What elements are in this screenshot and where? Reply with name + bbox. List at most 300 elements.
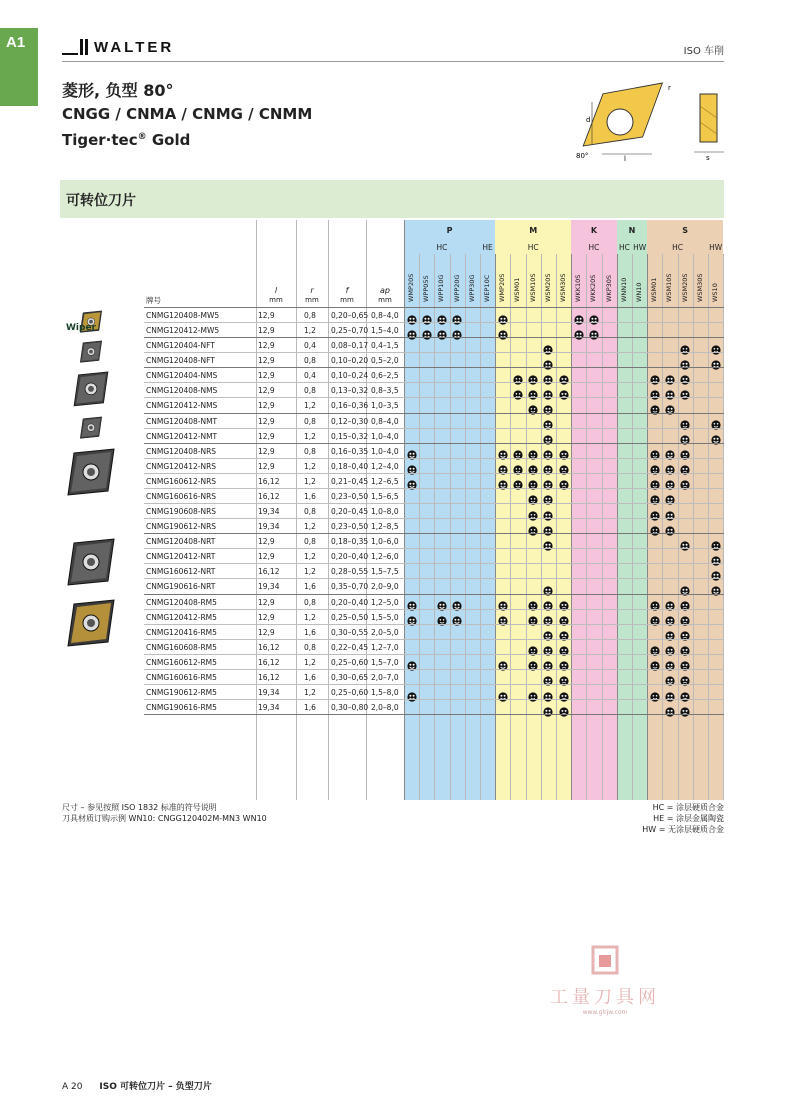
cell-l: 12,9 [258, 416, 275, 426]
cell-name: CNMG120412-RM5 [146, 612, 217, 622]
suitability-icon [543, 671, 553, 681]
suitability-icon [559, 475, 569, 485]
cell-l: 16,12 [258, 491, 280, 501]
suitability-icon [650, 596, 660, 606]
logo-wordmark: WALTER [94, 38, 175, 56]
subgroup-label: HC [436, 243, 448, 252]
cell-name: CNMG190616-NRT [146, 582, 216, 592]
cell-ap: 2,0–8,0 [371, 703, 399, 713]
grade-wsm20s: WSM20S [543, 273, 552, 302]
table-row-rule [144, 382, 724, 383]
cell-r: 0,8 [304, 446, 316, 456]
cell-ap: 1,5–8,0 [371, 688, 399, 697]
wiper-label: Wiper [66, 323, 96, 334]
table-row-rule [144, 563, 724, 564]
dim-r: r [668, 84, 671, 92]
suitability-icon [574, 310, 584, 320]
subgroup-label: HC [588, 243, 600, 252]
cell-name: CNMG190612-RM5 [146, 688, 217, 697]
group-label-p: P [446, 226, 453, 235]
suitability-icon [559, 702, 569, 712]
insert-image [64, 415, 118, 441]
cell-f: 0,20–0,65 [331, 311, 369, 320]
suitability-icon [589, 325, 599, 335]
cell-r: 0,8 [304, 356, 316, 366]
grid-line [586, 254, 587, 800]
suitability-icon [665, 656, 675, 666]
table-row-rule [144, 594, 724, 595]
cell-ap: 1,5–5,0 [371, 612, 399, 622]
suitability-icon [543, 400, 553, 410]
cell-r: 1,2 [304, 552, 316, 562]
suitability-icon [513, 460, 523, 470]
suitability-icon [528, 490, 538, 500]
grid-line [617, 254, 618, 800]
cell-name: CNMG120412-NMT [146, 431, 218, 441]
page-subtitle-grade: Tiger·tec® Gold [62, 131, 191, 149]
cell-r: 1,2 [304, 522, 316, 532]
suitability-icon [650, 385, 660, 395]
suitability-icon [528, 460, 538, 470]
suitability-icon [650, 460, 660, 470]
grid-line [450, 254, 451, 800]
table-row-rule [144, 684, 724, 685]
grade-wsm10s: WSM10S [528, 273, 537, 302]
suitability-icon [680, 445, 690, 455]
cell-r: 1,6 [304, 672, 316, 682]
table-row-rule [144, 624, 724, 625]
walter-logo [62, 38, 174, 56]
suitability-icon [513, 385, 523, 395]
suitability-icon [559, 671, 569, 681]
table-row-rule [144, 639, 724, 640]
suitability-icon [559, 687, 569, 697]
suitability-icon [528, 641, 538, 651]
section-tab: A1 [0, 28, 38, 106]
suitability-icon [498, 325, 508, 335]
table-row-rule [144, 654, 724, 655]
suitability-icon [543, 702, 553, 712]
suitability-icon [543, 415, 553, 425]
cell-l: 16,12 [258, 642, 280, 652]
cell-ap: 0,6–2,5 [371, 371, 399, 381]
page-subtitle-models: CNGG / CNMA / CNMG / CNMM [62, 105, 313, 123]
group-label-k: K [590, 226, 598, 235]
grade-wpp30g: WPP30G [467, 274, 476, 302]
cell-l: 12,9 [258, 371, 275, 381]
suitability-icon [407, 687, 417, 697]
suitability-icon [559, 596, 569, 606]
grade-wmp20s: WMP20S [407, 273, 415, 302]
suitability-icon [498, 475, 508, 485]
subgroup-label: HC [527, 243, 539, 252]
cell-r: 0,4 [304, 371, 316, 381]
header-category: ISO 车削 [683, 46, 724, 57]
suitability-icon [543, 521, 553, 531]
cell-l: 12,9 [258, 356, 275, 366]
suitability-icon [543, 687, 553, 697]
header-rule [62, 61, 724, 62]
suitability-icon [528, 445, 538, 455]
cell-ap: 0,5–2,0 [371, 356, 399, 366]
suitability-icon [680, 536, 690, 546]
table-row-rule [144, 533, 724, 534]
suitability-icon [452, 310, 462, 320]
suitability-icon [543, 445, 553, 455]
suitability-icon [528, 611, 538, 621]
cell-r: 1,2 [304, 688, 316, 697]
subgroup-label: HC [672, 243, 684, 252]
cell-r: 0,4 [304, 341, 316, 351]
cell-f: 0,28–0,55 [331, 567, 369, 577]
suitability-icon [528, 385, 538, 395]
suitability-icon [680, 626, 690, 636]
cell-l: 12,9 [258, 326, 275, 336]
cell-f: 0,15–0,32 [331, 431, 369, 441]
cell-ap: 1,0–8,0 [371, 507, 399, 517]
dim-angle: 80° [576, 152, 589, 160]
subgroup-label: HC [618, 243, 630, 252]
table-row-rule [144, 699, 724, 700]
suitability-icon [528, 656, 538, 666]
suitability-icon [543, 656, 553, 666]
cell-r: 1,6 [304, 627, 316, 637]
suitability-icon [528, 596, 538, 606]
suitability-icon [498, 687, 508, 697]
cell-r: 0,8 [304, 507, 316, 517]
cell-l: 12,9 [258, 386, 275, 396]
cell-l: 12,9 [258, 552, 275, 562]
cell-name: CNMG120412-MW5 [146, 326, 220, 336]
cell-name: CNMG120408-RM5 [146, 597, 217, 607]
suitability-icon [452, 596, 462, 606]
grid-line [465, 254, 466, 800]
cell-l: 16,12 [258, 672, 280, 682]
suitability-icon [543, 611, 553, 621]
cell-f: 0,18–0,35 [331, 537, 369, 547]
cell-f: 0,22–0,45 [331, 642, 369, 652]
cell-ap: 2,0–7,0 [371, 672, 399, 682]
cell-l: 12,9 [258, 341, 275, 351]
cell-r: 0,8 [304, 537, 316, 547]
grade-wn10: WN10 [635, 282, 643, 302]
suitability-icon [543, 475, 553, 485]
cell-l: 19,34 [258, 507, 280, 517]
cell-f: 0,30–0,65 [331, 672, 369, 682]
cell-l: 16,12 [258, 657, 280, 667]
suitability-icon [680, 415, 690, 425]
grid-line [510, 254, 511, 800]
suitability-icon [711, 536, 721, 546]
cell-l: 12,9 [258, 446, 275, 456]
cell-f: 0,30–0,80 [331, 703, 369, 713]
suitability-icon [665, 385, 675, 395]
group-label-n: N [628, 226, 636, 235]
cell-f: 0,20–0,40 [331, 552, 369, 562]
grade-wsm01: WSM01 [650, 277, 659, 302]
grade-wsm30s: WSM30S [695, 273, 704, 302]
cell-name: CNMG120408-NMS [146, 386, 218, 396]
suitability-icon [665, 687, 675, 697]
cell-name: CNMG160608-RM5 [146, 642, 217, 652]
grade-ws10: WS10 [711, 283, 719, 302]
grade-wsm01: WSM01 [513, 277, 522, 302]
suitability-icon [437, 325, 447, 335]
cell-f: 0,25–0,60 [331, 657, 369, 667]
table-row-rule [144, 397, 724, 398]
cell-r: 1,2 [304, 461, 316, 471]
table-row-rule [144, 503, 724, 504]
cell-name: CNMG190608-NRS [146, 507, 217, 517]
grade-wpp10g: WPP10G [437, 274, 446, 302]
table-row-rule [144, 548, 724, 549]
grid-line [480, 254, 481, 800]
grade-wpp05s: WPP05S [422, 275, 431, 302]
suitability-icon [513, 475, 523, 485]
footnote-legend: HC = 涂层硬质合金 HE = 涂层金属陶瓷 HW = 无涂层硬质合金 [642, 803, 724, 834]
table-row-rule [144, 609, 724, 610]
suitability-icon [498, 460, 508, 470]
cell-r: 1,2 [304, 401, 316, 411]
section-band [60, 180, 724, 218]
cell-name: CNMG120404-NMS [146, 371, 218, 381]
insert-image [64, 596, 118, 652]
cell-name: CNMG120404-NFT [146, 341, 215, 351]
cell-ap: 1,0–4,0 [371, 446, 399, 456]
cell-name: CNMG160616-RM5 [146, 672, 217, 682]
suitability-icon [680, 340, 690, 350]
suitability-icon [437, 611, 447, 621]
suitability-icon [665, 596, 675, 606]
cell-ap: 1,2–6,0 [371, 552, 399, 562]
cell-ap: 0,8–4,0 [371, 311, 399, 320]
cell-name: CNMG120412-NMS [146, 401, 218, 411]
grade-wkk10s: WKK10S [574, 274, 583, 302]
cell-name: CNMG160612-RM5 [146, 657, 217, 667]
suitability-icon [650, 475, 660, 485]
grid-line [678, 254, 679, 800]
cell-r: 1,2 [304, 567, 316, 577]
table-row-rule [144, 337, 724, 338]
col-header-r: r mm [305, 286, 319, 304]
cell-name: CNMG120408-MW5 [146, 311, 220, 320]
cell-f: 0,35–0,70 [331, 582, 369, 592]
insert-diagram [572, 82, 732, 162]
cell-f: 0,12–0,30 [331, 416, 369, 426]
suitability-icon [680, 687, 690, 697]
suitability-icon [680, 671, 690, 681]
suitability-icon [711, 566, 721, 576]
suitability-icon [711, 355, 721, 365]
suitability-icon [498, 596, 508, 606]
grid-line [526, 254, 527, 800]
suitability-icon [665, 506, 675, 516]
suitability-icon [665, 521, 675, 531]
cell-ap: 1,0–4,0 [371, 431, 399, 441]
suitability-icon [407, 310, 417, 320]
suitability-icon [711, 340, 721, 350]
suitability-icon [665, 490, 675, 500]
suitability-icon [680, 641, 690, 651]
cell-f: 0,23–0,50 [331, 491, 369, 501]
cell-r: 1,2 [304, 612, 316, 622]
suitability-icon [650, 641, 660, 651]
cell-r: 1,6 [304, 582, 316, 592]
cell-r: 1,2 [304, 476, 316, 486]
cell-f: 0,21–0,45 [331, 476, 369, 486]
page-number: A 20 [62, 1082, 83, 1092]
suitability-icon [543, 626, 553, 636]
cell-f: 0,20–0,45 [331, 507, 369, 517]
dim-l: l [624, 155, 626, 162]
suitability-icon [528, 506, 538, 516]
suitability-icon [407, 325, 417, 335]
suitability-icon [513, 445, 523, 455]
suitability-icon [650, 490, 660, 500]
table-row-rule [144, 669, 724, 670]
insert-table [60, 220, 724, 800]
cell-r: 1,6 [304, 703, 316, 713]
cell-ap: 1,0–3,5 [371, 401, 399, 411]
cell-ap: 1,2–5,0 [371, 597, 399, 607]
suitability-icon [543, 430, 553, 440]
cell-ap: 0,4–1,5 [371, 341, 399, 351]
cell-name: CNMG120408-NRS [146, 446, 217, 456]
grid-line [434, 254, 435, 800]
table-row-rule [144, 443, 724, 444]
cell-f: 0,20–0,40 [331, 597, 369, 607]
suitability-icon [680, 596, 690, 606]
col-header-name: 牌号 [146, 296, 161, 305]
suitability-icon [665, 611, 675, 621]
suitability-icon [680, 370, 690, 380]
cell-r: 0,8 [304, 597, 316, 607]
cell-ap: 1,2–6,5 [371, 476, 399, 486]
insert-image [64, 445, 118, 501]
suitability-icon [680, 355, 690, 365]
cell-name: CNMG120416-RM5 [146, 627, 217, 637]
suitability-icon [665, 460, 675, 470]
suitability-icon [665, 445, 675, 455]
suitability-icon [543, 536, 553, 546]
suitability-icon [650, 687, 660, 697]
cell-ap: 1,5–6,5 [371, 491, 399, 501]
cell-name: CNMG160612-NRS [146, 476, 217, 486]
suitability-icon [665, 671, 675, 681]
section-label: 可转位刀片 [66, 193, 136, 209]
table-row-rule [144, 473, 724, 474]
cell-l: 12,9 [258, 612, 275, 622]
suitability-icon [543, 581, 553, 591]
cell-f: 0,08–0,17 [331, 341, 369, 351]
cell-f: 0,18–0,40 [331, 461, 369, 471]
suitability-icon [650, 445, 660, 455]
suitability-icon [559, 370, 569, 380]
cell-l: 12,9 [258, 401, 275, 411]
page-title: 菱形, 负型 80° [62, 81, 174, 100]
cell-ap: 2,0–5,0 [371, 627, 399, 637]
grade-wsm10s: WSM10S [665, 273, 674, 302]
group-label-s: S [682, 226, 689, 235]
grade-wmp20s: WMP20S [498, 273, 507, 302]
suitability-icon [574, 325, 584, 335]
suitability-icon [559, 445, 569, 455]
cell-l: 12,9 [258, 597, 275, 607]
grid-line [495, 254, 496, 800]
grid-line [647, 254, 648, 800]
cell-l: 12,9 [258, 311, 275, 320]
suitability-icon [498, 310, 508, 320]
cell-ap: 0,8–4,0 [371, 416, 399, 426]
cell-r: 0,8 [304, 386, 316, 396]
table-row-rule [144, 428, 724, 429]
suitability-icon [559, 460, 569, 470]
col-header-l: l mm [269, 286, 283, 304]
grade-wkk20s: WKK20S [589, 274, 598, 302]
grid-line [723, 254, 724, 800]
table-row-rule [144, 322, 724, 323]
cell-l: 19,34 [258, 688, 280, 697]
cell-name: CNMG160616-NRS [146, 491, 217, 501]
cell-ap: 0,8–3,5 [371, 386, 399, 396]
grid-line [708, 254, 709, 800]
subgroup-label: HW [633, 243, 647, 252]
cell-ap: 1,2–4,0 [371, 461, 399, 471]
grade-wnn10: WNN10 [619, 277, 628, 302]
dim-s: s [706, 154, 710, 162]
watermark: 工量刀具网 www.glrjw.com [530, 945, 680, 1016]
suitability-icon [680, 702, 690, 712]
suitability-icon [528, 521, 538, 531]
cell-l: 16,12 [258, 567, 280, 577]
insert-image [64, 535, 118, 591]
page-footer-text: ISO 可转位刀片 – 负型刀片 [99, 1082, 212, 1092]
cell-r: 1,2 [304, 431, 316, 441]
cell-l: 12,9 [258, 537, 275, 547]
cell-f: 0,23–0,50 [331, 522, 369, 532]
cell-name: CNMG160612-NRT [146, 567, 216, 577]
suitability-icon [650, 656, 660, 666]
suitability-icon [680, 581, 690, 591]
suitability-icon [407, 460, 417, 470]
suitability-icon [437, 596, 447, 606]
dim-d: d [586, 116, 591, 124]
col-header-f: f mm [340, 286, 354, 304]
suitability-icon [589, 310, 599, 320]
suitability-icon [543, 385, 553, 395]
grid-line [419, 254, 420, 800]
suitability-icon [407, 611, 417, 621]
table-row-rule [144, 578, 724, 579]
suitability-icon [680, 656, 690, 666]
grid-line [632, 254, 633, 800]
table-row-rule [144, 458, 724, 459]
watermark-logo-icon [585, 945, 625, 975]
grade-wsm20s: WSM20S [680, 273, 689, 302]
cell-r: 1,2 [304, 326, 316, 336]
table-row-rule [144, 413, 724, 414]
cell-f: 0,25–0,60 [331, 688, 369, 697]
suitability-icon [665, 400, 675, 410]
cell-name: CNMG120412-NRT [146, 552, 216, 562]
suitability-icon [559, 626, 569, 636]
cell-f: 0,16–0,36 [331, 401, 369, 411]
cell-name: CNMG120408-NMT [146, 416, 218, 426]
cell-ap: 1,2–8,5 [371, 522, 399, 532]
suitability-icon [680, 475, 690, 485]
group-label-m: M [529, 226, 538, 235]
suitability-icon [543, 370, 553, 380]
